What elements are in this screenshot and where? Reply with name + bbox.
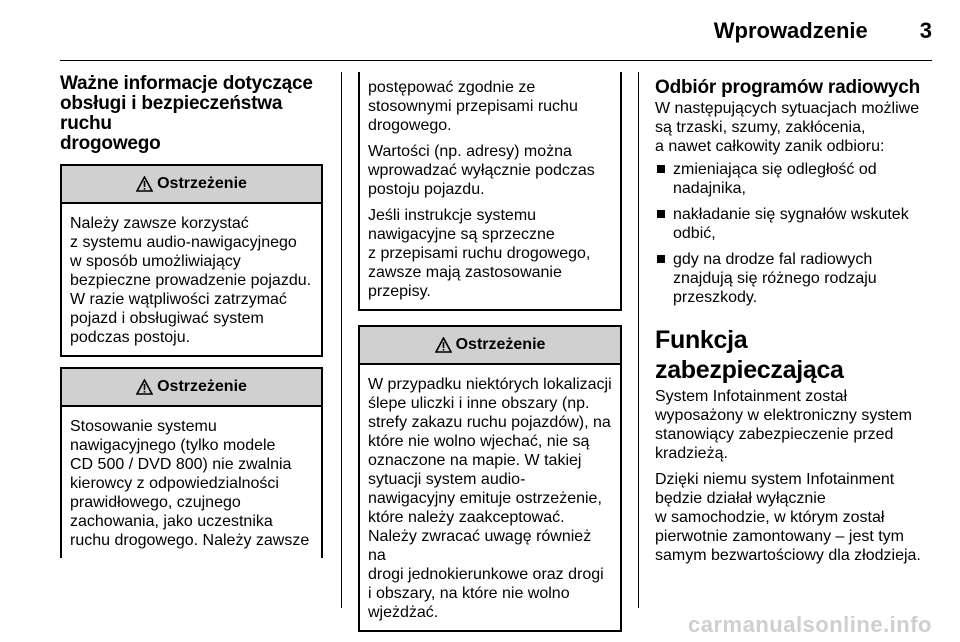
text-line: drogowego. bbox=[368, 117, 452, 134]
warning-label: Ostrzeżenie bbox=[157, 378, 247, 395]
warning-header bbox=[360, 327, 620, 365]
bullet-square-icon bbox=[657, 255, 665, 263]
text-line: stosownymi przepisami ruchu bbox=[368, 98, 578, 115]
warning-text bbox=[360, 365, 620, 630]
section-heading-radio: Odbiór programów radiowych bbox=[655, 77, 921, 98]
text-line: z systemu audio-nawigacyjnego bbox=[70, 234, 297, 251]
text-line: Wartości (np. adresy) można bbox=[368, 143, 572, 160]
text-line: i obszary, na które nie wolno bbox=[368, 585, 570, 602]
text-line: gdy na drodze fal radiowych bbox=[673, 251, 873, 268]
text-line: oznaczone na mapie. W takiej bbox=[368, 452, 582, 469]
text-line: Należy zawsze korzystać bbox=[70, 215, 249, 232]
text-line: drogi jednokierunkowe oraz drogi bbox=[368, 566, 604, 583]
text-line: W przypadku niektórych lokalizacji bbox=[368, 376, 612, 393]
text-line: przepisy. bbox=[368, 283, 431, 300]
warning-text bbox=[62, 204, 321, 355]
text-line: postoju pojazdu. bbox=[368, 181, 485, 198]
section-heading-safety bbox=[60, 74, 323, 154]
paragraph bbox=[368, 142, 612, 199]
text-line: nawigacyjne są sprzeczne bbox=[368, 226, 555, 243]
text-line: w sposób umożliwiający bbox=[70, 253, 241, 270]
warning-box bbox=[60, 367, 323, 558]
column-divider bbox=[341, 72, 342, 608]
text-line: Dzięki niemu system Infotainment bbox=[655, 471, 895, 488]
page-header bbox=[714, 18, 932, 48]
text-line: nakładanie się sygnałów wskutek bbox=[673, 206, 909, 223]
text-line: strefy zakazu ruchu pojazdów), na bbox=[368, 414, 611, 431]
text-line: wjeżdżać. bbox=[368, 604, 439, 621]
text-line: ruchu drogowego. Należy zawsze bbox=[70, 532, 310, 549]
text-line: nawigacyjnego (tylko modele bbox=[70, 437, 276, 454]
column-divider bbox=[638, 72, 639, 608]
text-line: CD 500 / DVD 800) nie zwalnia bbox=[70, 456, 292, 473]
text-line: pierwotnie zamontowany – jest tym bbox=[655, 528, 904, 545]
section-heading-security: Funkcja zabezpieczająca bbox=[655, 326, 844, 384]
warning-box-continued bbox=[358, 72, 622, 311]
text-line: wprowadzać wyłącznie podczas bbox=[368, 162, 595, 179]
warning-triangle-icon bbox=[136, 176, 153, 192]
text-line: sytuacji system audio- bbox=[368, 471, 526, 488]
text-line: kierowcy z odpowiedzialności bbox=[70, 475, 279, 492]
warning-box bbox=[60, 164, 323, 357]
list-item bbox=[655, 205, 927, 243]
list-item bbox=[655, 250, 927, 307]
heading-line: drogowego bbox=[60, 133, 161, 154]
text-line: nadajnika, bbox=[673, 180, 746, 197]
warning-box bbox=[358, 325, 622, 632]
text-line: postępować zgodnie ze bbox=[368, 79, 536, 96]
text-line: a nawet całkowity zanik odbioru: bbox=[655, 138, 885, 155]
warning-text bbox=[62, 407, 321, 558]
text-line: samym bezwartościowy dla złodzieja. bbox=[655, 547, 921, 564]
column-3 bbox=[655, 72, 927, 572]
column-2 bbox=[358, 72, 622, 632]
watermark: carmanualsonline.info bbox=[688, 612, 932, 637]
heading-line: obsługi i bezpieczeństwa ruchu bbox=[60, 93, 283, 134]
warning-label: Ostrzeżenie bbox=[157, 175, 247, 192]
warning-triangle-icon bbox=[136, 379, 153, 395]
text-line: pojazd i obsługiwać system bbox=[70, 310, 264, 327]
bullet-square-icon bbox=[657, 210, 665, 218]
text-line: W razie wątpliwości zatrzymać bbox=[70, 291, 287, 308]
paragraph bbox=[368, 78, 612, 135]
text-line: są trzaski, szumy, zakłócenia, bbox=[655, 119, 866, 136]
text-line: Należy zwracać uwagę również na bbox=[368, 528, 592, 564]
radio-intro bbox=[655, 99, 927, 156]
list-item bbox=[655, 160, 927, 198]
text-line: będzie działał wyłącznie bbox=[655, 490, 826, 507]
header-rule bbox=[60, 60, 932, 61]
warning-header bbox=[62, 166, 321, 204]
text-line: prawidłowego, czujnego bbox=[70, 494, 241, 511]
text-line: W następujących sytuacjach możliwe bbox=[655, 100, 920, 117]
page-title: Wprowadzenie bbox=[713, 18, 868, 43]
warning-label: Ostrzeżenie bbox=[455, 336, 546, 353]
text-line: wyposażony w elektroniczny system bbox=[655, 407, 912, 424]
text-line: które należy zaakceptować. bbox=[368, 509, 565, 526]
text-line: System Infotainment został bbox=[655, 388, 848, 405]
text-line: zmieniająca się odległość od bbox=[673, 161, 877, 178]
text-line: odbić, bbox=[673, 225, 716, 242]
paragraph bbox=[368, 206, 612, 301]
text-line: Jeśli instrukcje systemu bbox=[368, 207, 537, 224]
text-line: kradzieżą. bbox=[655, 445, 728, 462]
warning-header bbox=[62, 369, 321, 407]
text-line: nawigacyjny emituje ostrzeżenie, bbox=[368, 490, 602, 507]
text-line: znajdują się różnego rodzaju bbox=[673, 270, 877, 287]
text-line: w samochodzie, w którym został bbox=[655, 509, 885, 526]
column-1 bbox=[60, 72, 323, 558]
text-line: bezpieczne prowadzenie pojazdu. bbox=[70, 272, 312, 289]
bullet-square-icon bbox=[657, 165, 665, 173]
text-line: podczas postoju. bbox=[70, 329, 191, 346]
page-number: 3 bbox=[919, 18, 932, 43]
text-line: Stosowanie systemu bbox=[70, 418, 217, 435]
text-line: które nie wolno wjechać, nie są bbox=[368, 433, 590, 450]
text-line: stanowiący zabezpieczenie przed bbox=[655, 426, 894, 443]
text-line: zawsze mają zastosowanie bbox=[368, 264, 562, 281]
text-line: z przepisami ruchu drogowego, bbox=[368, 245, 591, 262]
paragraph bbox=[655, 387, 927, 463]
text-line: zachowania, jako uczestnika bbox=[70, 513, 273, 530]
text-line: przeszkody. bbox=[673, 289, 758, 306]
text-line: ślepe uliczki i inne obszary (np. bbox=[368, 395, 590, 412]
warning-triangle-icon bbox=[435, 337, 452, 353]
heading-line: Ważne informacje dotyczące bbox=[60, 73, 313, 94]
paragraph bbox=[655, 470, 927, 565]
radio-bullet-list bbox=[655, 160, 927, 307]
warning-continued-text bbox=[360, 72, 620, 309]
